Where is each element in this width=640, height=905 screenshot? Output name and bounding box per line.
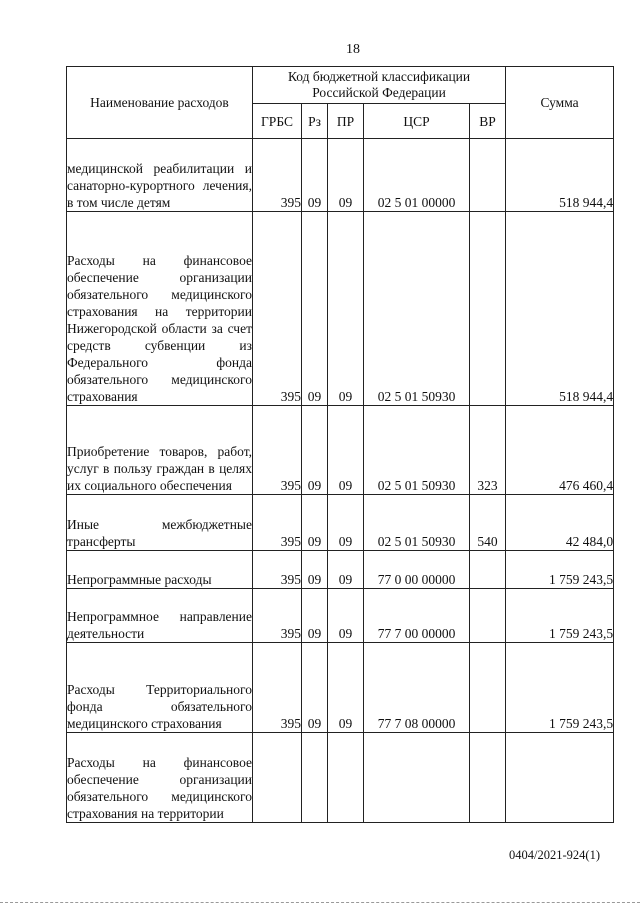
header-pr: ПР <box>328 104 364 139</box>
row-grbs: 395 <box>253 589 302 643</box>
row-grbs: 395 <box>253 495 302 551</box>
budget-table <box>66 66 614 823</box>
table-row <box>67 406 614 495</box>
row-vr <box>470 139 506 212</box>
row-sum: 42 484,0 <box>506 495 614 551</box>
header-csr: ЦСР <box>364 104 470 139</box>
table-row <box>67 643 614 733</box>
row-sum: 1 759 243,5 <box>506 551 614 589</box>
header-vr: ВР <box>470 104 506 139</box>
row-csr: 77 0 00 00000 <box>364 551 470 589</box>
row-name: медицинской реабилитации и санаторно-курортного лечения, в том числе детям <box>67 139 253 212</box>
row-csr: 02 5 01 50930 <box>364 212 470 406</box>
table-row <box>67 589 614 643</box>
table-row <box>67 139 614 212</box>
row-pr: 09 <box>328 495 364 551</box>
header-name: Наименование расходов <box>67 67 253 139</box>
row-name: Расходы на финансовое обеспечение организации обязательного медицинского страхования на территории <box>67 733 253 823</box>
row-pr: 09 <box>328 589 364 643</box>
row-sum: 518 944,4 <box>506 212 614 406</box>
row-grbs: 395 <box>253 212 302 406</box>
row-rz: 09 <box>302 495 328 551</box>
row-sum: 1 759 243,5 <box>506 643 614 733</box>
table-row <box>67 733 614 823</box>
row-rz: 09 <box>302 406 328 495</box>
header-grbs: ГРБС <box>253 104 302 139</box>
row-csr: 02 5 01 00000 <box>364 139 470 212</box>
page-number: 18 <box>346 42 360 57</box>
header-rz: Рз <box>302 104 328 139</box>
row-rz <box>302 733 328 823</box>
row-name: Непрограммные расходы <box>67 551 253 589</box>
row-pr: 09 <box>328 551 364 589</box>
row-sum: 1 759 243,5 <box>506 589 614 643</box>
row-vr: 540 <box>470 495 506 551</box>
row-pr: 09 <box>328 643 364 733</box>
row-csr: 02 5 01 50930 <box>364 406 470 495</box>
row-rz: 09 <box>302 551 328 589</box>
row-sum <box>506 733 614 823</box>
row-sum: 476 460,4 <box>506 406 614 495</box>
row-name: Расходы на финансовое обеспечение организации обязательного медицинского страхования на территории Нижегородской области за счет средств субвенции из Федерального фонда обязательного медицинского страхования <box>67 212 253 406</box>
row-vr <box>470 551 506 589</box>
row-grbs: 395 <box>253 551 302 589</box>
document-code: 0404/2021-924(1) <box>509 848 600 862</box>
row-rz: 09 <box>302 139 328 212</box>
row-pr: 09 <box>328 212 364 406</box>
scan-edge-divider <box>0 902 640 903</box>
table-row <box>67 212 614 406</box>
header-classification: Код бюджетной классификации Российской Федерации <box>253 67 506 104</box>
row-rz: 09 <box>302 589 328 643</box>
row-grbs <box>253 733 302 823</box>
row-name: Приобретение товаров, работ, услуг в пользу граждан в целях их социального обеспечения <box>67 406 253 495</box>
row-csr: 02 5 01 50930 <box>364 495 470 551</box>
row-pr <box>328 733 364 823</box>
row-rz: 09 <box>302 212 328 406</box>
row-grbs: 395 <box>253 643 302 733</box>
row-vr: 323 <box>470 406 506 495</box>
row-grbs: 395 <box>253 406 302 495</box>
row-csr: 77 7 00 00000 <box>364 589 470 643</box>
row-vr <box>470 733 506 823</box>
row-rz: 09 <box>302 643 328 733</box>
row-name: Непрограммное направление деятельности <box>67 589 253 643</box>
row-sum: 518 944,4 <box>506 139 614 212</box>
table-row <box>67 551 614 589</box>
row-vr <box>470 589 506 643</box>
row-pr: 09 <box>328 406 364 495</box>
row-vr <box>470 212 506 406</box>
header-sum: Сумма <box>506 67 614 139</box>
row-pr: 09 <box>328 139 364 212</box>
row-name: Расходы Территориального фонда обязательного медицинского страхования <box>67 643 253 733</box>
row-vr <box>470 643 506 733</box>
table-row <box>67 495 614 551</box>
row-csr: 77 7 08 00000 <box>364 643 470 733</box>
row-grbs: 395 <box>253 139 302 212</box>
row-name: Иные межбюджетные трансферты <box>67 495 253 551</box>
row-csr <box>364 733 470 823</box>
